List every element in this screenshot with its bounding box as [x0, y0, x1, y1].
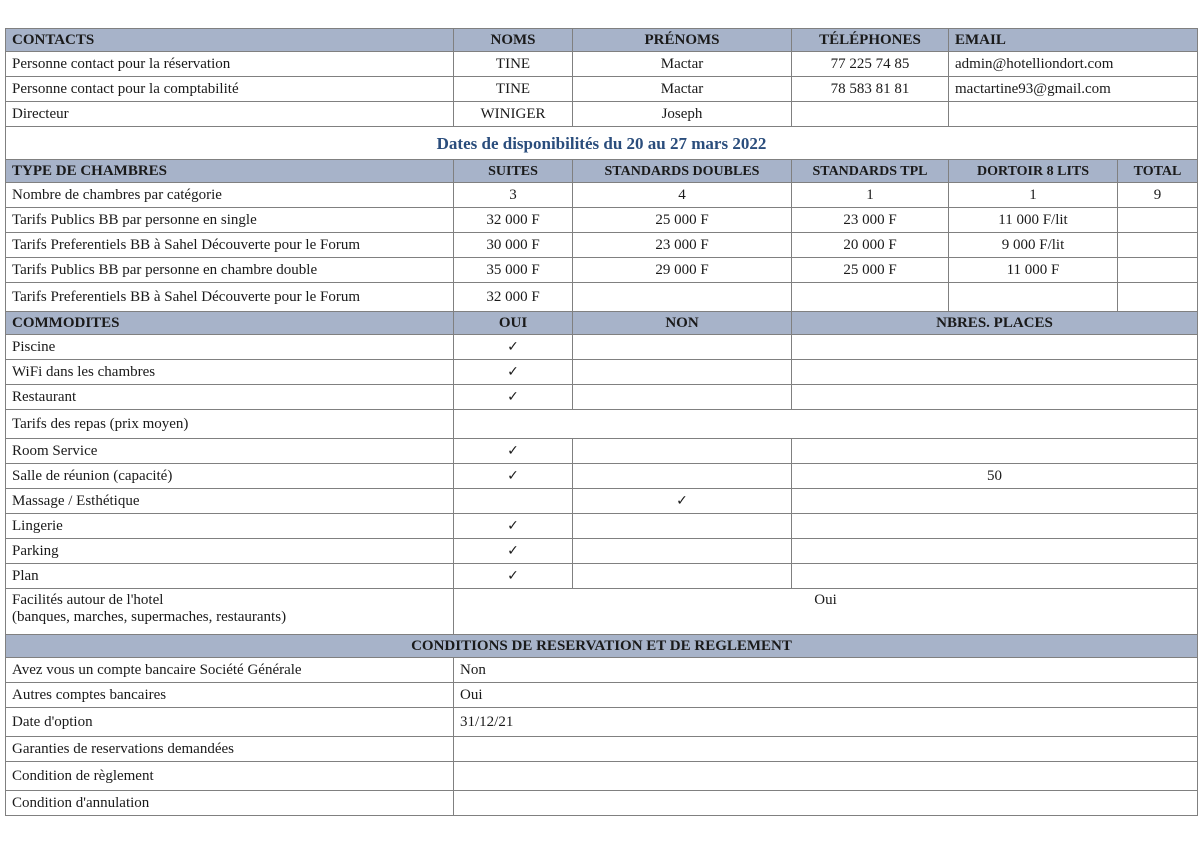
- places-cell: [792, 335, 1198, 360]
- condition-label: Avez vous un compte bancaire Société Générale: [6, 658, 454, 683]
- noms-header: NOMS: [454, 29, 573, 52]
- non-cell: [573, 439, 792, 464]
- contacts-header: CONTACTS: [6, 29, 454, 52]
- check-icon: [507, 543, 519, 559]
- condition-label: Condition de règlement: [6, 762, 454, 791]
- dortoir-header: DORTOIR 8 LITS: [949, 160, 1118, 183]
- room-dortoir: 11 000 F/lit: [949, 208, 1118, 233]
- amenity-label: Restaurant: [6, 385, 454, 410]
- contact-telephone: 78 583 81 81: [792, 77, 949, 102]
- room-doubles: [573, 283, 792, 312]
- amenity-label: Salle de réunion (capacité): [6, 464, 454, 489]
- room-dortoir: 11 000 F: [949, 258, 1118, 283]
- hotel-form-table: [5, 28, 1198, 816]
- non-header: NON: [573, 312, 792, 335]
- room-dortoir: 9 000 F/lit: [949, 233, 1118, 258]
- non-cell: [573, 464, 792, 489]
- facilities-label: [6, 589, 454, 635]
- oui-cell: [454, 360, 573, 385]
- room-label: Tarifs Preferentiels BB à Sahel Découverte pour le Forum: [6, 283, 454, 312]
- places-header: NBRES. PLACES: [792, 312, 1198, 335]
- condition-label: Autres comptes bancaires: [6, 683, 454, 708]
- contact-nom: WINIGER: [454, 102, 573, 127]
- condition-value: [454, 791, 1198, 816]
- amenity-row: [6, 564, 1198, 589]
- room-suites: 3: [454, 183, 573, 208]
- room-suites: 32 000 F: [454, 208, 573, 233]
- room-row: [6, 283, 1198, 312]
- check-icon: [507, 339, 519, 355]
- non-cell: [573, 564, 792, 589]
- amenity-label: Room Service: [6, 439, 454, 464]
- amenity-row: [6, 385, 1198, 410]
- condition-row: [6, 791, 1198, 816]
- condition-value: [454, 762, 1198, 791]
- condition-value: 31/12/21: [454, 708, 1198, 737]
- contact-nom: TINE: [454, 77, 573, 102]
- contact-row: [6, 52, 1198, 77]
- amenity-row: [6, 539, 1198, 564]
- condition-row: [6, 708, 1198, 737]
- room-suites: 32 000 F: [454, 283, 573, 312]
- email-header: EMAIL: [949, 29, 1198, 52]
- places-cell: [792, 564, 1198, 589]
- condition-value: [454, 737, 1198, 762]
- contact-nom: TINE: [454, 52, 573, 77]
- oui-cell: [454, 539, 573, 564]
- room-label: Tarifs Publics BB par personne en chambre double: [6, 258, 454, 283]
- places-cell: [792, 539, 1198, 564]
- amenity-row: [6, 514, 1198, 539]
- room-tpl: 1: [792, 183, 949, 208]
- room-row: [6, 208, 1198, 233]
- room-tpl: 23 000 F: [792, 208, 949, 233]
- amenity-label: Plan: [6, 564, 454, 589]
- room-total: [1118, 208, 1198, 233]
- room-row: [6, 183, 1198, 208]
- non-cell: [573, 539, 792, 564]
- facilities-label-line2: (banques, marches, supermaches, restaurants): [12, 609, 287, 625]
- non-cell: [573, 489, 792, 514]
- oui-header: OUI: [454, 312, 573, 335]
- amenity-label: Massage / Esthétique: [6, 489, 454, 514]
- suites-header: SUITES: [454, 160, 573, 183]
- amenity-row: [6, 410, 1198, 439]
- contact-prenom: Joseph: [573, 102, 792, 127]
- oui-cell: [454, 439, 573, 464]
- places-cell: [792, 514, 1198, 539]
- rooms-header-row: [6, 160, 1198, 183]
- amenity-label: Lingerie: [6, 514, 454, 539]
- room-suites: 35 000 F: [454, 258, 573, 283]
- check-icon: [507, 518, 519, 534]
- check-icon: [507, 389, 519, 405]
- room-dortoir: [949, 283, 1118, 312]
- room-label: Tarifs Publics BB par personne en single: [6, 208, 454, 233]
- condition-label: Garanties de reservations demandées: [6, 737, 454, 762]
- contacts-header-row: [6, 29, 1198, 52]
- room-tpl: 25 000 F: [792, 258, 949, 283]
- contact-prenom: Mactar: [573, 52, 792, 77]
- check-icon: [507, 468, 519, 484]
- meal-price-cell: [454, 410, 1198, 439]
- room-suites: 30 000 F: [454, 233, 573, 258]
- condition-row: [6, 737, 1198, 762]
- places-cell: [792, 360, 1198, 385]
- condition-value: Oui: [454, 683, 1198, 708]
- contact-label: Directeur: [6, 102, 454, 127]
- amenity-row: [6, 335, 1198, 360]
- contact-label: Personne contact pour la réservation: [6, 52, 454, 77]
- prenoms-header: PRÉNOMS: [573, 29, 792, 52]
- amenity-row: [6, 439, 1198, 464]
- condition-row: [6, 683, 1198, 708]
- amenity-label: Parking: [6, 539, 454, 564]
- contact-row: [6, 102, 1198, 127]
- contact-prenom: Mactar: [573, 77, 792, 102]
- oui-cell: [454, 335, 573, 360]
- oui-cell: [454, 464, 573, 489]
- room-label: Nombre de chambres par catégorie: [6, 183, 454, 208]
- non-cell: [573, 385, 792, 410]
- condition-row: [6, 658, 1198, 683]
- oui-cell: [454, 514, 573, 539]
- room-doubles: 4: [573, 183, 792, 208]
- room-tpl: [792, 283, 949, 312]
- condition-label: Condition d'annulation: [6, 791, 454, 816]
- tpl-header: STANDARDS TPL: [792, 160, 949, 183]
- commodites-header: COMMODITES: [6, 312, 454, 335]
- room-total: [1118, 258, 1198, 283]
- amenity-label: WiFi dans les chambres: [6, 360, 454, 385]
- room-total: 9: [1118, 183, 1198, 208]
- places-cell: [792, 439, 1198, 464]
- total-header: TOTAL: [1118, 160, 1198, 183]
- amenity-label: Piscine: [6, 335, 454, 360]
- conditions-header-row: [6, 635, 1198, 658]
- amenity-row: [6, 489, 1198, 514]
- doubles-header: STANDARDS DOUBLES: [573, 160, 792, 183]
- room-dortoir: 1: [949, 183, 1118, 208]
- places-cell: [792, 489, 1198, 514]
- room-row: [6, 258, 1198, 283]
- room-type-header: TYPE DE CHAMBRES: [6, 160, 454, 183]
- check-icon: [676, 493, 688, 509]
- facilities-label-line1: Facilités autour de l'hotel: [12, 592, 164, 608]
- amenity-row: [6, 360, 1198, 385]
- availability-title: Dates de disponibilités du 20 au 27 mars 2022: [6, 127, 1198, 160]
- contact-label: Personne contact pour la comptabilité: [6, 77, 454, 102]
- availability-row: [6, 127, 1198, 160]
- amenity-label: Tarifs des repas (prix moyen): [6, 410, 454, 439]
- contact-row: [6, 77, 1198, 102]
- telephones-header: TÉLÉPHONES: [792, 29, 949, 52]
- contact-email: admin@hotelliondort.com: [949, 52, 1198, 77]
- room-doubles: 23 000 F: [573, 233, 792, 258]
- places-cell: 50: [792, 464, 1198, 489]
- oui-cell: [454, 564, 573, 589]
- facilities-value: Oui: [454, 589, 1198, 635]
- room-doubles: 29 000 F: [573, 258, 792, 283]
- contact-telephone: 77 225 74 85: [792, 52, 949, 77]
- condition-row: [6, 762, 1198, 791]
- room-row: [6, 233, 1198, 258]
- contact-telephone: [792, 102, 949, 127]
- condition-value: Non: [454, 658, 1198, 683]
- oui-cell: [454, 489, 573, 514]
- room-total: [1118, 233, 1198, 258]
- room-doubles: 25 000 F: [573, 208, 792, 233]
- amenities-header-row: [6, 312, 1198, 335]
- check-icon: [507, 568, 519, 584]
- room-label: Tarifs Preferentiels BB à Sahel Découverte pour le Forum: [6, 233, 454, 258]
- conditions-header: CONDITIONS DE RESERVATION ET DE REGLEMENT: [6, 635, 1198, 658]
- non-cell: [573, 335, 792, 360]
- oui-cell: [454, 385, 573, 410]
- contact-email: [949, 102, 1198, 127]
- check-icon: [507, 364, 519, 380]
- condition-label: Date d'option: [6, 708, 454, 737]
- contact-email: mactartine93@gmail.com: [949, 77, 1198, 102]
- check-icon: [507, 443, 519, 459]
- amenity-row: [6, 464, 1198, 489]
- room-tpl: 20 000 F: [792, 233, 949, 258]
- places-cell: [792, 385, 1198, 410]
- non-cell: [573, 360, 792, 385]
- non-cell: [573, 514, 792, 539]
- room-total: [1118, 283, 1198, 312]
- facilities-row: [6, 589, 1198, 635]
